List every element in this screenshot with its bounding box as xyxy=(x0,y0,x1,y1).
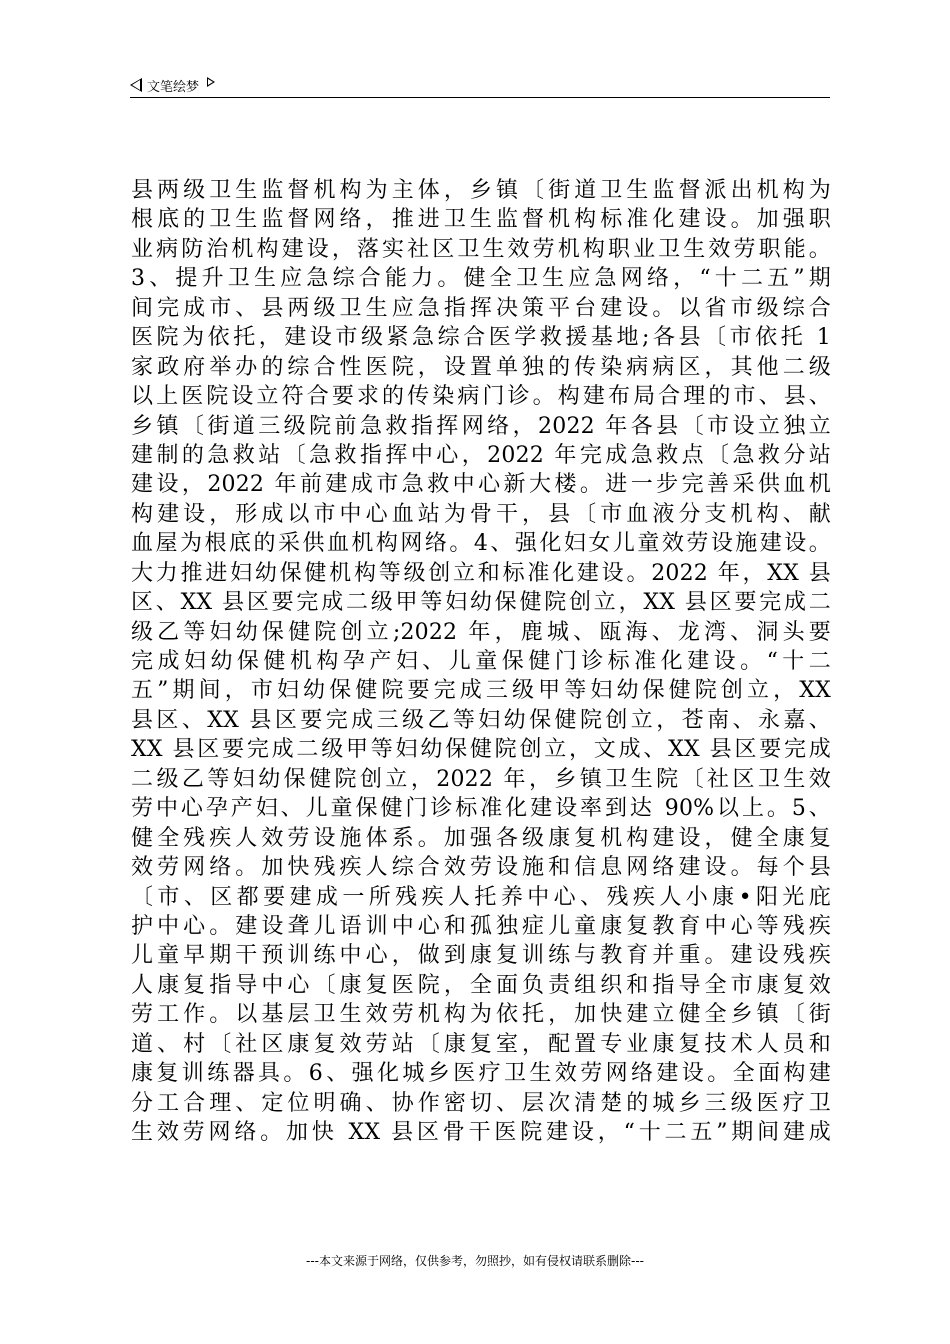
text-line: 间完成市、县两级卫生应急指挥决策平台建设。以省市级综合 xyxy=(131,295,831,321)
text-line: 大力推进妇幼保健机构等级创立和标准化建设。2022 年，XX 县 xyxy=(131,560,831,586)
text-line: 血屋为根底的采供血机构网络。4、强化妇女儿童效劳设施建设。 xyxy=(131,531,831,557)
text-line: 道、村〔社区康复效劳站〔康复室，配置专业康复技术人员和 xyxy=(131,1031,831,1057)
page-header xyxy=(130,74,830,96)
text-line: 康复训练器具。6、强化城乡医疗卫生效劳网络建设。全面构建 xyxy=(131,1061,831,1087)
text-line: 分工合理、定位明确、协作密切、层次清楚的城乡三级医疗卫 xyxy=(131,1090,831,1116)
text-line: 生效劳网络。加快 XX 县区骨干医院建设，“十二五”期间建成 xyxy=(131,1120,831,1145)
text-line: 县区、XX 县区要完成三级乙等妇幼保健院创立，苍南、永嘉、 xyxy=(131,707,831,733)
text-line: 家政府举办的综合性医院，设置单独的传染病病区，其他二级 xyxy=(131,354,831,380)
text-line: 级乙等妇幼保健院创立;2022 年，鹿城、瓯海、龙湾、洞头要 xyxy=(131,619,831,645)
document-body xyxy=(131,176,831,1147)
right-triangle-icon xyxy=(207,77,215,87)
text-line: 构建设，形成以市中心血站为骨干，县〔市血液分支机构、献 xyxy=(131,501,831,527)
text-line: 根底的卫生监督网络，推进卫生监督机构标准化建设。加强职 xyxy=(131,207,831,233)
text-line: 健全残疾人效劳设施体系。加强各级康复机构建设，健全康复 xyxy=(131,825,831,851)
text-line: 业病防治机构建设，落实社区卫生效劳机构职业卫生效劳职能。 xyxy=(131,236,831,262)
text-line: 县两级卫生监督机构为主体，乡镇〔街道卫生监督派出机构为 xyxy=(131,178,831,203)
text-line: 〔市、区都要建成一所残疾人托养中心、残疾人小康•阳光庇 xyxy=(131,884,831,910)
header-title: 文笔绘梦 xyxy=(147,79,200,95)
text-line: XX 县区要完成二级甲等妇幼保健院创立，文成、XX 县区要完成 xyxy=(131,737,831,763)
text-line: 建制的急救站〔急救指挥中心，2022 年完成急救点〔急救分站 xyxy=(131,442,831,468)
text-line: 五”期间，市妇幼保健院要完成三级甲等妇幼保健院创立，XX xyxy=(131,678,831,704)
text-line: 劳中心孕产妇、儿童保健门诊标准化建设率到达 90%以上。5、 xyxy=(131,796,831,822)
text-line: 完成妇幼保健机构孕产妇、儿童保健门诊标准化建设。“十二 xyxy=(131,649,831,674)
text-line: 3、提升卫生应急综合能力。健全卫生应急网络，“十二五”期 xyxy=(131,266,831,292)
text-line: 区、XX 县区要完成二级甲等妇幼保健院创立，XX 县区要完成二 xyxy=(131,590,831,616)
header-divider xyxy=(130,97,830,98)
text-line: 人康复指导中心〔康复医院，全面负责组织和指导全市康复效 xyxy=(131,972,831,998)
text-line: 医院为依托，建设市级紧急综合医学救援基地;各县〔市依托 1 xyxy=(131,325,831,351)
text-line: 儿童早期干预训练中心，做到康复训练与教育并重。建设残疾 xyxy=(131,943,831,969)
text-line: 护中心。建设聋儿语训中心和孤独症儿童康复教育中心等残疾 xyxy=(131,913,831,939)
text-line: 效劳网络。加快残疾人综合效劳设施和信息网络建设。每个县 xyxy=(131,855,831,881)
text-line: 劳工作。以基层卫生效劳机构为依托，加快建立健全乡镇〔街 xyxy=(131,1002,831,1028)
text-line: 二级乙等妇幼保健院创立，2022 年，乡镇卫生院〔社区卫生效 xyxy=(131,766,831,792)
left-triangle-icon xyxy=(130,78,142,92)
page-footer: ---本文来源于网络，仅供参考，勿照抄，如有侵权请联系删除--- xyxy=(306,1254,644,1268)
text-line: 建设，2022 年前建成市急救中心新大楼。进一步完善采供血机 xyxy=(131,472,831,498)
text-line: 乡镇〔街道三级院前急救指挥网络，2022 年各县〔市设立独立 xyxy=(131,413,831,439)
text-line: 以上医院设立符合要求的传染病门诊。构建布局合理的市、县、 xyxy=(131,384,831,410)
